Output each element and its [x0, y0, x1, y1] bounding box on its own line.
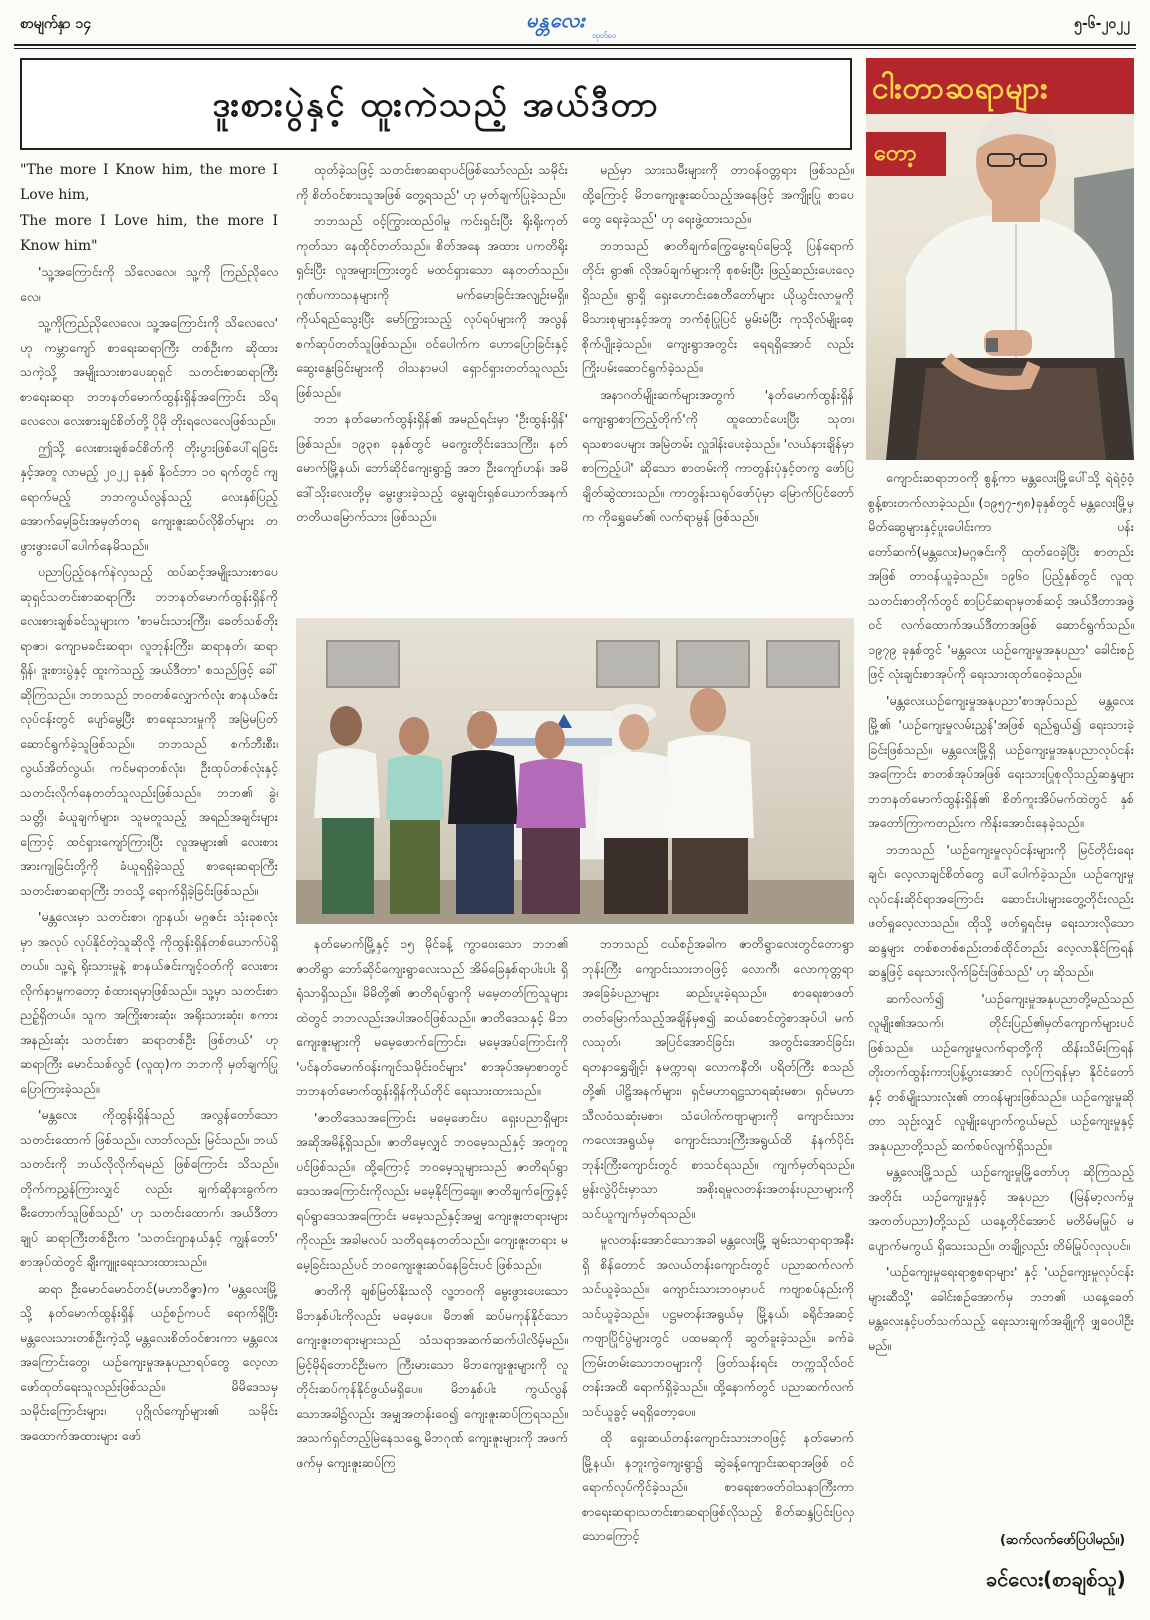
paragraph: ဘဘသည် 'ယဉ်ကျေးမှုလုပ်ငန်းများကို မြင်တိုင်းရေးချင်၊ လေ့လာချင်စိတ်တွေ ပေါ်ပေါက်ခဲ့သည်။ ယဉ်ကျေးမှုလုပ်ငန်းဆိုင်ရာအကြောင်း ဆောင်းပါးများတွေ့တိုင်းလည်း ဖတ်ရှုလေ့လာသည်။ ထိုသို့ ဖတ်ရှုရင်းမှ ရေးသားလိုသော ဆန္ဒများ တစ်စတစ်စည်းတစ်ထိုင်တည်း လေ့လာနိုင်ကြရန် ဆန္ဒဖြင့် ရေးသားလိုက်ခြင်းဖြစ်သည်' ဟု ဆိုသည်။: [868, 841, 1134, 979]
paragraph: နတ်မောက်မြို့နှင့် ၁၅ မိုင်ခန့် ကွာဝေးသော ဘဘ၏ ဇာတိရွာ ဘော်ဆိုင်ကျေးရွာလေးသည် အိမ်ခြေနှစ်ရာပါးပါး ရှိရုံသာရှိသည်။ မိမိတို့၏ ဇာတိရပ်ရွာကို မမေ့တတ်ကြသူများထဲတွင် ဘဘလည်းအပါအဝင်ဖြစ်သည်။ ဇာတိဒေသနှင့် မိဘကျေးဇူးများကို မမေ့ဖောက်ကြောင်း၊ မမေ့အပ်ကြောင်းကို 'ပင်နတ်မောက်ဝန်းကျင်သမိုင်းဝင်များ' စာအုပ်အမှာစာတွင် ဘဘနတ်မောက်ထွန်းရှိန်ကိုယ်တိုင် ရေးသားထားသည်။: [296, 936, 568, 1098]
quote-line-2: The more I Love him, the more I Know him": [20, 213, 278, 254]
paragraph: ဘဘသည် ဇာတိချက်ကြွေမွေးရပ်မြေသို့ ပြန်ရောက်တိုင်း ရွာ၏ လိုအပ်ချက်များကို စုစမ်းပြီး ဖြည့်ဆည်းပေးလေ့ရှိသည်။ ရွာရှိ ရှေးဟောင်းစေတီတော်များ ယိုယွင်းလာမှုကို မိသားစုများနှင့်အတူ ဘက်စုံပြုပြင် မွမ်းမံပြီး ကုသိုလ်မျိုးစေ့ စိုက်ပျိုးခဲ့သည်။ ကျေးရွာအတွင်း ရေရရှိအောင် လည်း ကြိုးပမ်းဆောင်ရွက်ခဲ့သည်။: [582, 237, 854, 375]
paragraph: 'သူ့အကြောင်းကို သိလေလေ၊ သူ့ကို ကြည်ညိုလေလေ၊: [20, 264, 278, 304]
group-figures: [296, 618, 854, 924]
header-rule-thin: [14, 48, 1136, 49]
article-column-2-bottom: [296, 932, 568, 1602]
paragraph: 'မန္တလေးမှာ သတင်းစာ၊ ဂျာနယ်၊ မဂ္ဂဇင်း သုံးခုစလုံးမှာ အလုပ် လုပ်နိုင်တဲ့သူဆိုလို့ ကိုထွန်းရှိန်တစ်ယောက်ပဲရှိတယ်။ သူ့ရဲ့ ရိုးသားမှုနဲ့ စာနယ်ဇင်းကျင့်ဝတ်ကို လေးစားလိုက်နာမှုကတော့ စံထားရမှာဖြစ်သည်။ သူ့မှာ သတင်းစာညဉ့်ရှိတယ်။ သူက အကြိုးစားဆုံး၊ အရိုးသားဆုံး၊ စကားအနည်းဆုံး သတင်းစာ ဆရာတစ်ဦး ဖြစ်တယ်' ဟု ဆရာကြီး မောင်သစ်လွင် (လူထု)က ဘဘကို မှတ်ချက်ပြုပြောကြားခဲ့သည်။: [20, 909, 278, 1096]
article-column-1: [20, 158, 278, 1602]
paragraph: မူလတန်းအောင်သောအခါ မန္တလေးမြို့ ချမ်းသာရာရာအနီးရှိ စိန်တောင် အလယ်တန်းကျောင်းတွင် ပညာဆက်လက်သင်ယူခဲ့သည်။ ကျောင်းသားဘဝမှာပင် ကဗျာစပ်နည်းကို သင်ယူခဲ့သည်။ ပဋ္ဌမတန်းအရွယ်မှ မြို့နယ်၊ ခရိုင်အဆင့် ကဗျာပြိုင်ပွဲများတွင် ပထမဆုကို ဆွတ်ခူးခဲ့သည်။ ခက်ခဲကြမ်းတမ်းသောဘဝများကို ဖြတ်သန်းရင်း တက္ကသိုလ်ဝင်တန်းအထိ ရောက်ရှိခဲ့သည်။ ထို့နောက်တွင် ပညာဆက်လက်သင်ယူခွင့် မရရှိတော့ပေ။: [582, 1232, 854, 1419]
issue-date: ၅-၆-၂၀၂၂: [1074, 16, 1130, 32]
masthead: [14, 6, 1136, 42]
paragraph: 'မန္တလေးယဉ်ကျေးမှုအနုပညာ'စာအုပ်သည် မန္တလေးမြို့၏ 'ယဉ်ကျေးမှုလမ်းညွှန်'အဖြစ် ရည်ရွယ်၍ ရေးသားခဲ့ခြင်းဖြစ်သည်။ မန္တလေးမြို့ရှိ ယဉ်ကျေးမှုအနုပညာလုပ်ငန်းအကြောင်း စာတစ်အုပ်အဖြစ် ရေးသားပြုစုလိုသည့်ဆန္ဒများ ဘဘနတ်မောက်ထွန်းရှိန်၏ စိတ်ကူးအိပ်မက်ထဲတွင် နှစ်အတော်ကြာကတည်းက ကိန်းအောင်းနေခဲ့သည်။: [868, 692, 1134, 830]
paragraph: ဘဘသည် ဝင့်ကြွားထည်ဝါမှု ကင်းရှင်းပြီး ရိုးရိုးကုတ်ကုတ်သာ နေထိုင်တတ်သည်။ စိတ်အနေ အထား ပကတိရိုးရှင်းပြီး လူအများကြားတွင် မထင်ရှားသော နေတတ်သည်။ ဂုဏ်ပကာသနများကို မက်မောခြင်းအလျဉ်းမရှိ။ ကိုယ်ရည်သွေးပြီး မော်ကြွားသည့် လုပ်ရပ်များကို အလွန်စက်ဆုပ်တတ်သူဖြစ်သည်။ ဝင်ပေါက်က ဟောပြောခြင်းနှင့် ဆွေးနွေးခြင်းများကို ဝါသနာမပါ ရှောင်ရှားတတ်သူလည်း ဖြစ်သည်။: [296, 213, 568, 400]
article-column-2-top: [296, 158, 568, 610]
logo-subtext: ထုတ်ဝေ: [592, 31, 617, 40]
continued-note: (ဆက်လက်ဖော်ပြပါမည်။): [1000, 1533, 1126, 1548]
paragraph: သူ့ကိုကြည်ညိုလေလေ၊ သူ့အကြောင်းကို သိလေလေ' ဟု ကမ္ဘာကျော် စာရေးဆရာကြီး တစ်ဦးက ဆိုထားသကဲ့သို့ အမျိုးသားစာပေဆုရှင် သတင်းစာဆရာကြီးစာရေးဆရာ ဘဘနတ်မောက်ထွန်းရှိန်အကြောင်း သိရလေလေ၊ လေးစားချင်စိတ်တို့ ပိုမို တိုးရလေလေဖြစ်သည်။: [20, 315, 278, 428]
paragraph: မည်မှာ သားသမီးများကို တာဝန်ဝတ္တရား ဖြစ်သည်။ ထို့ကြောင့် မိဘကျေးဇူးဆပ်သည့်အနေဖြင့် အကျိုးပြု စာပေတွေ ရေးခဲ့သည်' ဟု ရေးဖွဲ့ထားသည်။: [582, 162, 854, 226]
paragraph: အနာဂတ်မျိုးဆက်များအတွက် 'နတ်မောက်ထွန်းရှိန် ကျေးရွာစာကြည့်တိုက်'ကို ထူထောင်ပေးပြီး သုတ၊ ရသစာပေများ အမြဲတမ်း လှူဒါန်းပေးခဲ့သည်။ 'လယ်နားချိန်မှာ စာကြည့်ပါ' ဆိုသော စာတမ်းကို ကာတွန်းပုံနှင့်တကွ ဖော်ပြချိတ်ဆွဲထားသည်။ ကာတွန်းသရုပ်ဖော်ပုံမှာ မြောက်ပြင်တော်က ကိုရွှေမော်၏ လက်ရာမွန် ဖြစ်သည်။: [582, 386, 854, 524]
article-headline: ဒူးစားပွဲနှင့် ထူးကဲသည့် အယ်ဒီတာ: [212, 85, 660, 125]
article-column-3-bottom: [582, 932, 854, 1602]
paragraph: ပညာပြည့်ဝနက်နဲလှသည့် ထပ်ဆင့်အမျိုးသားစာပေဆုရှင်သတင်းစာဆရာကြီး ဘဘနတ်မောက်ထွန်းရှိန်ကို လေးစားချစ်ခင်သူများက 'စာမင်းသားကြီး၊ ခေတ်သစ်တိုးရာဇာ၊ ကျောမခင်းဆရာ၊ လူဘုန်းကြီး၊ ဆရာနတ်၊ ဆရာရှိန်၊ ဒူးစားပွဲနှင့် ထူးကဲသည့် အယ်ဒီတာ' စသည်ဖြင့် ခေါ်ဆိုကြသည်။ ဘဘသည် ဘဝတစ်လျှောက်လုံး စာနယ်ဇင်းလုပ်ငန်းတွင် ပျော်မွေ့ပြီး စာရေးသားမှုကို အမြဲမပြတ် ဆောင်ရွက်ခဲ့သူဖြစ်သည်။ ဘဘသည် စက်ဘီးစီး၊ လွယ်အိတ်လွယ်၊ ကင်မရာတစ်လုံး၊ ဦးထုပ်တစ်လုံးနှင့် သတင်းလိုက်နေတတ်သူလည်းဖြစ်သည်။ ဘဘ၏ ခွဲ၊ သတ္တိ၊ ခံယူချက်များ၊ သူမတူသည့် အရည်အချင်းများကြောင့် ထင်ရှားကျော်ကြားပြီး လူအများ၏ လေးစားအားကျခြင်းတို့ကို ခံယူရရှိခဲ့သည့် စာရေးဆရာကြီးသတင်းစာဆရာကြီး ဘဝသို့ ရောက်ရှိခဲ့ခြင်းဖြစ်သည်။: [20, 564, 278, 898]
paragraph: ဆက်လက်၍ 'ယဉ်ကျေးမှုအနုပညာတို့မည်သည် လူမျိုး၏အသက်၊ တိုင်းပြည်၏မှတ်ကျောက်များပင်ဖြစ်သည်။ ယဉ်ကျေးမှုလက်ရာတို့ကို ထိန်းသိမ်းကြရန် တိုးတက်ထွန်းကားပြန့်ပွားအောင် လုပ်ကြရန်မှာ နိုင်ငံတော်နှင့် တစ်မျိုးသားလုံး၏ တာဝန်များဖြစ်သည်။ ယဉ်ကျေးမှုဆိုတာ သုဉ်းလျှင် လူမျိုးပျောက်ကွယ်မည် ယဉ်ကျေးမှုနှင့် အနုပညာတို့သည် ဆက်စပ်လျက်ရှိသည်။: [868, 990, 1134, 1153]
paragraph: ဤသို့ လေးစားချစ်ခင်စိတ်ကို တိုးပွားဖြစ်ပေါ်ရခြင်းနှင့်အတူ လာမည့် ၂၀၂၂ ခုနှစ် နိုဝင်ဘာ ၁၀ ရက်တွင် ကျရောက်မည့် ဘဘကွယ်လွန်သည့် လေးနှစ်ပြည့် အောက်မေ့ခြင်းအမှတ်တရ ကျေးဇူးဆပ်လိုစိတ်များ တဖွားဖွားပေါ်ပေါက်နေမိသည်။: [20, 439, 278, 553]
photo-banner-text-2: တော့: [874, 141, 917, 166]
portrait-figure: [866, 58, 1134, 460]
group-photo: [296, 618, 854, 924]
paragraph: ဇာတိကို ချစ်မြတ်နိုးသလို လူ့ဘဝကို မွေးဖွားပေးသော မိဘနှစ်ပါးကိုလည်း မမေ့ပေ။ မိဘ၏ ဆပ်မကုန်နိုင်သော ကျေးဇူးတရားများသည် သံသရာအဆက်ဆက်ပါလိမ့်မည်။ မြင့်မိုရ်တောင်ဦးမက ကြီးမားသော မိဘကျေးဇူးများကို လူတိုင်းဆပ်ကုန်နိုင်ဖွယ်မရှိပေ။ မိဘနှစ်ပါး ကွယ်လွန်သောအခါ၌လည်း အမျှအတန်းဝေ၍ ကျေးဇူးဆပ်ကြရသည်။ အသက်ရှင်တည့်မြဲနေသရွေ့ မိဘဂုဏ် ကျေးဇူးများကို အဖက်ဖက်မှ ကျေးဇူးဆပ်ကြ: [296, 1283, 568, 1470]
paragraph: မန္တလေးမြို့သည် ယဉ်ကျေးမှုမြို့တော်ဟု ဆိုကြသည့်အတိုင်း ယဉ်ကျေးမှုနှင့် အနုပညာ (မြန်မာ့လက်မှုအတတ်ပညာ)တို့သည် ယနေ့တိုင်အောင် မတိမ်မမြုပ် မပျောက်မကွယ် ရှိသေးသည်။ တချို့လည်း တိမ်မြုပ်လုလုပင်။: [868, 1164, 1134, 1253]
header-rule: [14, 44, 1136, 46]
paragraph: 'ဇာတိဒေသအကြောင်း မမေ့ဖောင်းပ ရှေးပညာရှိများ အဆိုအမိန့်ရှိသည်။ ဇာတိမေ့လျှင် ဘဝမေ့သည်နှင့် အတူတူပင်ဖြစ်သည်။ ထို့ကြောင့် ဘဝမေ့သူများသည် ဇာတိရပ်ရွာဒေသအကြောင်းကိုလည်း မမေ့နိုင်ကြချေ။ ဇာတိချက်ကြွေနှင့် ရပ်ရွာဒေသအကြောင်း မမေ့သည်နှင့်အမျှ ကျေးဇူးတရားများကိုလည်း အခါမလပ် သတိရနေတတ်သည်။ ကျေးဇူးတရား မမေ့ခြင်းသည်ပင် ဘဝကျေးဇူးဆပ်နေခြင်းပင် ဖြစ်သည်။: [296, 1109, 568, 1272]
paragraph: ဘဘသည် ငယ်စဉ်အခါက ဇာတိရွာလေးတွင်တောရွာဘုန်းကြီး ကျောင်းသားဘဝဖြင့် လောကီ၊ လောကုတ္တရာ အခြေခံပညာများ ဆည်းပူးခဲ့ရသည်။ စာရေးစာဖတ်တတ်မြောက်သည့်အချိန်မှစ၍ ဆယ်စောင်တွဲစာအုပ်ပါ မက်လသုတ်၊ အပြင်အောင်ခြင်း၊ အတွင်းအောင်ခြင်း၊ ရတနာရွှေချိုင့်၊ နမက္ကာရ၊ လောကနီတိ၊ ပရိတ်ကြီး စသည်တို့၏ ပါဠိအနက်များ၊ ရှင်မဟာရဋ္ဌသာရဆုံးမစာ၊ ရှင်မဟာသီလဝံသဆုံးမစာ၊ သံပေါက်ကဗျာများကို ကျောင်းသားကလေးအရွယ်မှ ကျောင်းသားကြီးအရွယ်ထိ နံနက်ပိုင်း ဘုန်းကြီးကျောင်းတွင် စာသင်ရသည်။ ကျက်မှတ်ရသည်။ မွန်းလွဲပိုင်းမှာသာ အစိုးရမူလတန်းအတန်းပညာများကို သင်ယူကျက်မှတ်ရသည်။: [582, 936, 854, 1221]
page-number: စာမျက်နှာ ၁၄: [20, 16, 92, 32]
author-byline: ခင်လေး(စာချစ်သူ): [986, 1567, 1126, 1591]
logo-text: မန္တလေး: [526, 8, 586, 32]
newspaper-logo: [522, 6, 654, 40]
paragraph: 'ယဉ်ကျေးမှုရေးရာစွစရာများ' နှင့် 'ယဉ်ကျေးမှုလုပ်ငန်းများဆီသို့' ခေါင်းစဉ်အောက်မှ ဘဘ၏ ယနေ့ခေတ် မန္တလေးနှင့်ပတ်သက်သည့် ရေးသားချက်အချို့ကို ဖျှဝေပါဦးမည်။: [868, 1264, 1134, 1353]
paragraph: ဆရာ ဦးမောင်မောင်တင်(မဟာဝိဇ္ဇာ)က 'မန္တလေးမြို့သို့ နတ်မောက်ထွန်းရှိန် ယဉ်စဉ်ကပင် ရောက်ရှိပြီး မန္တလေးသားတစ်ဦးကဲ့သို့ မန္တလေးစိတ်ဝင်စားကာ မန္တလေးအကြောင်းတွေ၊ ယဉ်ကျေးမှုအနုပညာရပ်တွေ လေ့လာဖော်ထုတ်ရေးသူလည်းဖြစ်သည်။ မိမိဒေသမှ သမိုင်းကြောင်းများ၊ ပုဂ္ဂိုလ်ကျော်များ၏ သမိုင်းအထောက်အထားများ ဖော်: [20, 1280, 278, 1443]
article-column-3-top: [582, 158, 854, 610]
paragraph: ကျောင်းဆရာဘဝကို စွန့်ကာ မန္တလေးမြို့ပေါ်သို့ ရဲရဲဝံ့ဝံ့စွန့်စားတက်လာခဲ့သည်။ (၁၉၅၇-၅၈)ခုနှစ်တွင် မန္တလေးမြို့မှ မိတ်ဆွေများနှင့်ပူးပေါင်းကာ ပန်းတော်ဆက်(မန္တလေး)မဂ္ဂဇင်းကို ထုတ်ဝေခဲ့ပြီး စာတည်းအဖြစ် တာဝန်ယူခဲ့သည်။ ၁၉၆၀ ပြည့်နှစ်တွင် လူထုသတင်းစာတိုက်တွင် စာပြင်ဆရာမှတစ်ဆင့် အယ်ဒီတာအဖွဲ့ဝင် လက်ထောက်အယ်ဒီတာအဖြစ် ဆောင်ရွက်သည်။ ၁၉၇၉ ခုနှစ်တွင် 'မန္တလေး ယဉ်ကျေးမှုအနုပညာ' ခေါင်းစဉ်ဖြင့် လုံးချင်းစာအုပ်ကို ရေးသားထုတ်ဝေခဲ့သည်။: [868, 470, 1134, 681]
paragraph: ဘဘ နတ်မောက်ထွန်းရှိန်၏ အမည်ရင်းမှာ 'ဦးထွန်းရှိန်' ဖြစ်သည်။ ၁၉၃၈ ခုနှစ်တွင် မကွေးတိုင်းဒေသကြီး၊ နတ်မောက်မြို့နယ်၊ ဘော်ဆိုင်ကျေးရွာ၌ အဘ ဦးကျော်ဟန်၊ အမိ ဒေါ်သိုးလေးတို့မှ မွေးဖွားခဲ့သည့် မွေးချင်းရှစ်ယောက်အနက် တတိယမြောက်သား ဖြစ်သည်။: [296, 411, 568, 524]
paragraph: ထုတ်ခဲ့သဖြင့် သတင်းစာဆရာပင်ဖြစ်သော်လည်း သမိုင်းကို စိတ်ဝင်စားသူအဖြစ် တွေ့ရသည်' ဟု မှတ်ချက်ပြုခဲ့သည်။: [296, 162, 568, 202]
headline-box: [20, 58, 852, 150]
photo-banner-text: ငါးတာဆရာများ: [872, 71, 1049, 106]
article-column-4: [868, 466, 1134, 1526]
portrait-photo: [866, 58, 1134, 460]
paragraph: 'မန္တလေး ကိုထွန်းရှိန်သည် အလွန်တော်သော သတင်းထောက် ဖြစ်သည်။ လာဘ်လည်း မြင်သည်။ ဘယ်သတင်းကို ဘယ်လိုလိုက်ရမည် ဖြစ်ကြောင်း သိသည်။ တိုက်ကညွှန်ကြားလျှင် လည်း ချက်ဆိုနားခွက်က မီးတောက်သူဖြစ်သည်' ဟု သတင်းထောက်၊ အယ်ဒီတာချုပ် ဆရာကြီးတစ်ဦးက 'သတင်းဂျာနယ်နှင့် ကျွန်တော်' စာအုပ်ထဲတွင် ချီးကျူးရေးသားထားသည်။: [20, 1107, 278, 1269]
quote-line-1: "The more I Know him, the more I Love him,: [20, 162, 278, 203]
paragraph: ထို ရှေးဆယ်တန်းကျောင်းသားဘဝဖြင့် နတ်မောက်မြို့နယ်၊ နဘူးကွဲကျေးရွာ၌ ဆွဲခန့်ကျောင်းဆရာအဖြစ် ဝင်ရောက်လုပ်ကိုင်ခဲ့သည်။ စာရေးစာဖတ်ဝါသနာကြီးကာ စာရေးဆရာ၊သတင်းစာဆရာဖြစ်လိုသည့် စိတ်ဆန္ဒပြင်းပြလှသောကြောင့်: [582, 1430, 854, 1543]
